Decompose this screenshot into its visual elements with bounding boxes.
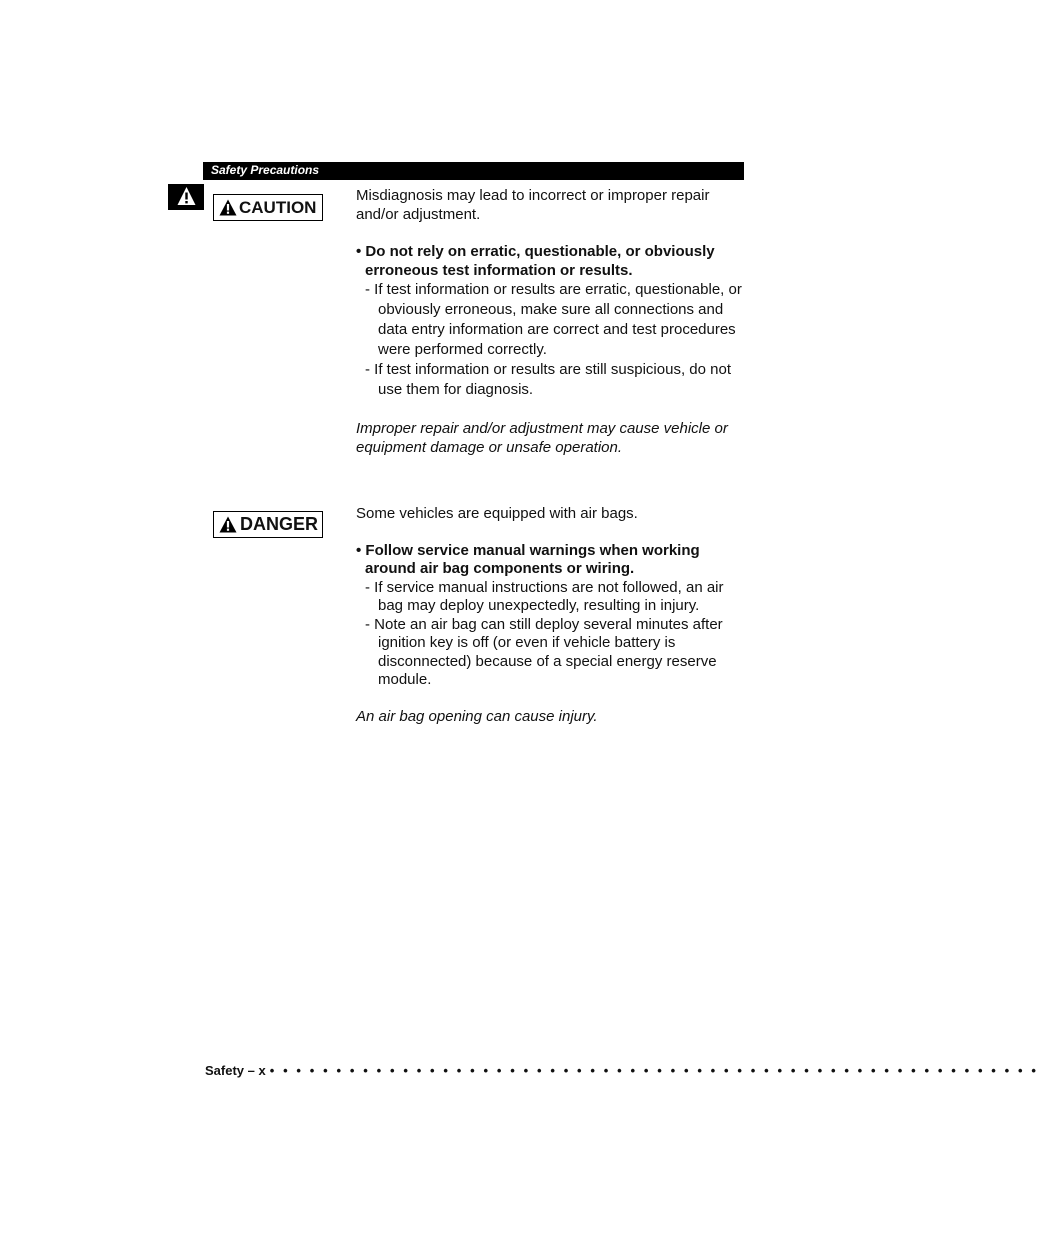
danger-sub-item: - If service manual instructions are not followed, an air bag may deploy unexpectedly, resulting in injury.: [365, 578, 724, 614]
caution-label-text: CAUTION: [239, 198, 317, 217]
caution-sub-item: - If test information or results are erratic, questionable, or obviously erroneous, make sure all connections and data entry information are correct and test procedures were performed correctly.: [365, 281, 742, 358]
warning-triangle-icon: [219, 199, 237, 216]
danger-intro: Some vehicles are equipped with air bags.: [356, 505, 638, 522]
danger-bullet: • Follow service manual warnings when working around air bag components or wiring.: [356, 541, 700, 577]
caution-section: [356, 187, 748, 457]
warning-triangle-icon: [177, 186, 196, 206]
caution-consequence: Improper repair and/or adjustment may cause vehicle or equipment damage or unsafe operation.: [356, 420, 728, 456]
danger-label-text: DANGER: [240, 514, 319, 534]
page-number-label: Safety – x: [205, 1063, 266, 1078]
caution-sub-item: - If test information or results are still suspicious, do not use them for diagnosis.: [365, 361, 731, 398]
caution-bullet: • Do not rely on erratic, questionable, or obviously erroneous test information or results.: [356, 243, 715, 279]
page-footer: [205, 1063, 1039, 1078]
danger-sub-item: - Note an air bag can still deploy several minutes after ignition key is off (or even if vehicle battery is disconnected) because of a special energy reserve module.: [365, 615, 723, 688]
dot-leader: • • • • • • • • • • • • • • • • • • • • • • • • • • • • • • • • • • • • • • • • • • • • • • • • • • • • • • • • • •: [269, 1063, 1039, 1078]
section-header-bar: [203, 162, 744, 180]
caution-intro: Misdiagnosis may lead to incorrect or improper repair and/or adjustment.: [356, 187, 710, 223]
danger-consequence: An air bag opening can cause injury.: [356, 707, 598, 725]
danger-label: [213, 511, 323, 538]
section-header-title: Safety Precautions: [211, 163, 320, 177]
caution-label: [213, 194, 323, 221]
warning-triangle-icon: [219, 516, 237, 533]
danger-section: [356, 505, 748, 726]
side-warning-tab: [168, 184, 204, 210]
